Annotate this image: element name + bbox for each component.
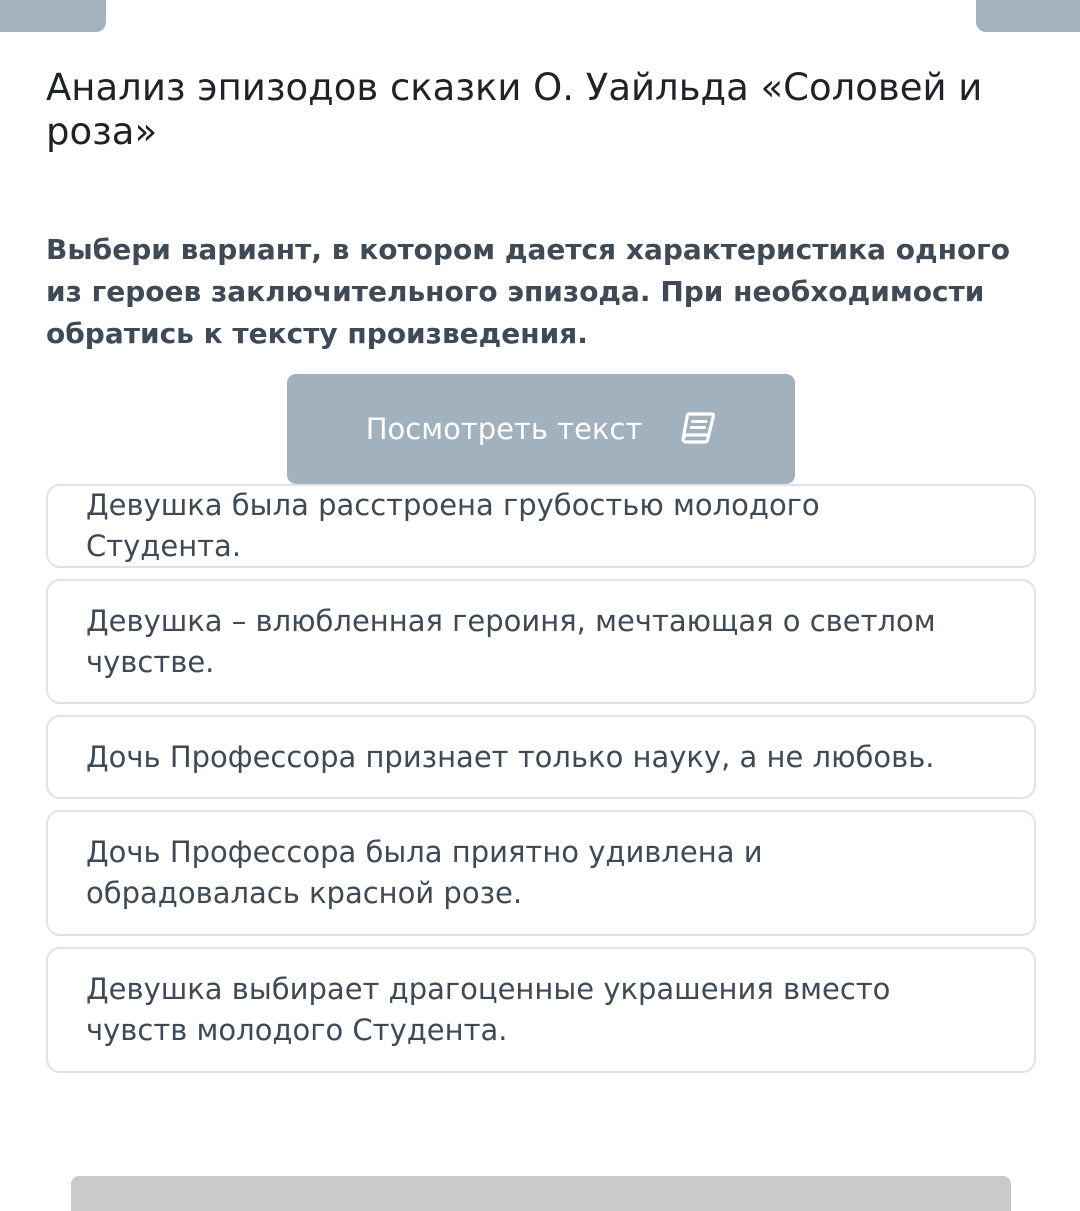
view-text-button[interactable] <box>287 374 795 484</box>
answer-option[interactable] <box>46 715 1036 799</box>
view-text-button-label: Посмотреть текст <box>365 412 643 446</box>
answer-option-label: Девушка была расстроена грубостью молодого Студента. <box>86 488 820 563</box>
next-tab[interactable] <box>976 0 1080 32</box>
book-icon <box>680 412 716 446</box>
back-tab[interactable] <box>0 0 106 32</box>
answer-option-label: Дочь Профессора была приятно удивлена и обрадовалась красной розе. <box>86 835 763 910</box>
answer-option-label: Девушка выбирает драгоценные украшения вместо чувств молодого Студента. <box>86 972 891 1047</box>
question-text: Выбери вариант, в котором дается характеристика одного из героев заключительного эпизода. При необходимости обратись к тексту произведения. <box>46 233 1011 350</box>
answer-option-label: Дочь Профессора признает только науку, а не любовь. <box>86 739 935 774</box>
page-title: Анализ эпизодов сказки О. Уайльда «Соловей и роза» <box>46 66 983 153</box>
submit-button[interactable] <box>71 1176 1011 1211</box>
answer-option[interactable] <box>46 579 1036 704</box>
answer-option[interactable] <box>46 484 1036 568</box>
answer-option-label: Девушка – влюбленная героиня, мечтающая о светлом чувстве. <box>86 603 936 679</box>
answer-option[interactable] <box>46 947 1036 1073</box>
answer-option[interactable] <box>46 810 1036 936</box>
